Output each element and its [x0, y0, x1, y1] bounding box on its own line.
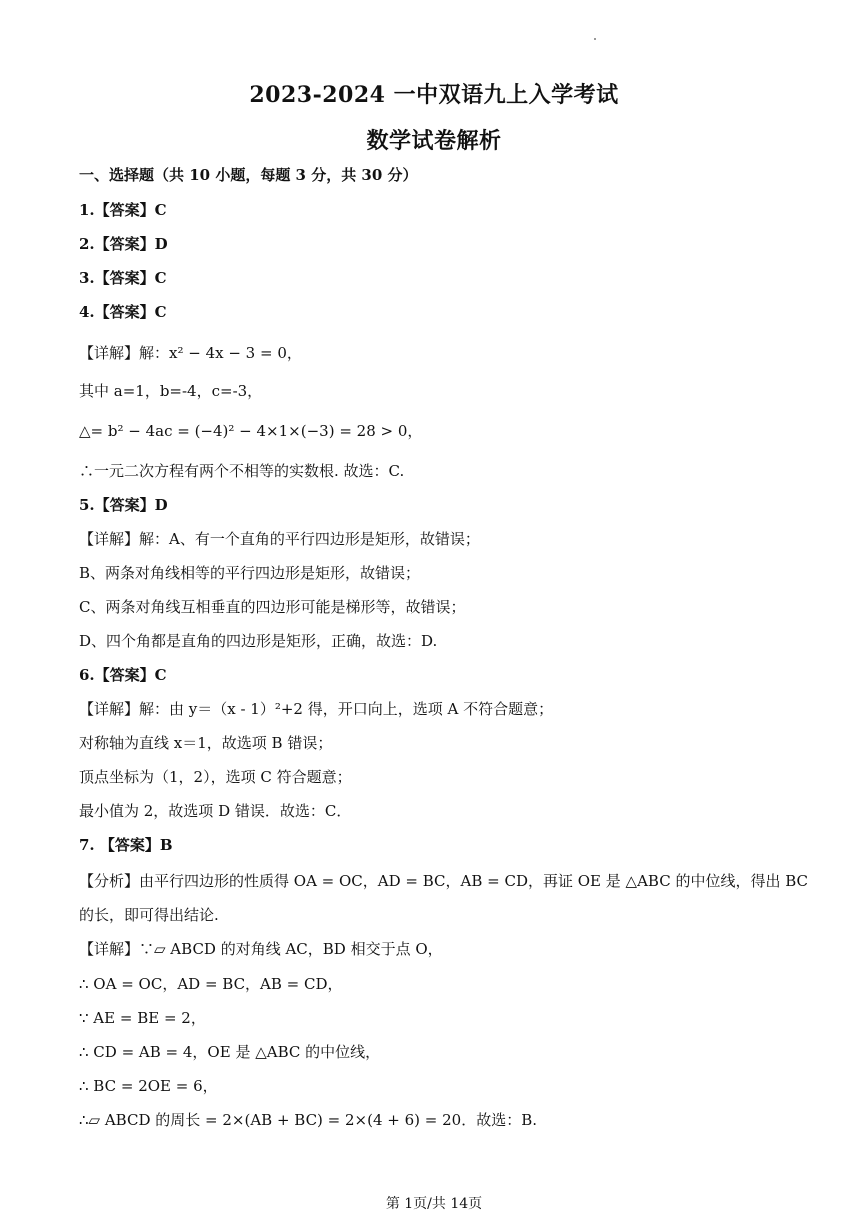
explanation-line: ∴ CD = AB = 4，OE 是 △ABC 的中位线， — [79, 1043, 381, 1061]
explanation-line: 对称轴为直线 x＝1，故选项 B 错误； — [79, 734, 333, 752]
explanation-line: C、两条对角线互相垂直的四边形可能是梯形等，故错误； — [79, 598, 466, 616]
answer-line: 2.【答案】D — [79, 235, 168, 253]
explanation-line: 【详解】∵▱ ABCD 的对角线 AC，BD 相交于点 O， — [79, 940, 443, 958]
explanation-line: ∴ BC = 2OE = 6， — [79, 1077, 218, 1095]
explanation-line: ∴ OA = OC，AD = BC，AB = CD， — [79, 975, 343, 993]
answer-line: 1.【答案】C — [79, 201, 167, 219]
explanation-line: ∵ AE = BE = 2， — [79, 1009, 206, 1027]
explanation-line: ∴▱ ABCD 的周长 = 2×(AB + BC) = 2×(4 + 6) = 20．故选：B. — [79, 1111, 538, 1129]
page-footer: 第 1页/共 14页 — [385, 1196, 483, 1212]
explanation-line: ∴一元二次方程有两个不相等的实数根. 故选：C. — [79, 462, 405, 480]
explanation-line: 顶点坐标为（1，2），选项 C 符合题意； — [79, 768, 352, 786]
explanation-line: 【分析】由平行四边形的性质得 OA = OC，AD = BC，AB = CD，再证 OE 是 △ABC 的中位线，得出 BC — [79, 872, 808, 890]
explanation-line: 【详解】解：由 y＝（x - 1）²+2 得，开口向上，选项 A 不符合题意； — [79, 700, 554, 718]
scan-dot — [594, 38, 596, 40]
answer-line: 4.【答案】C — [79, 303, 167, 321]
answer-line: 5.【答案】D — [79, 496, 168, 514]
explanation-line: 的长，即可得出结论. — [79, 906, 219, 924]
answer-line: 7. 【答案】B — [79, 836, 173, 854]
explanation-line: △= b² − 4ac = (−4)² − 4×1×(−3) = 28 > 0， — [79, 422, 423, 440]
answer-line: 6.【答案】C — [79, 666, 167, 684]
explanation-line: D、四个角都是直角的四边形是矩形，正确，故选：D. — [79, 632, 438, 650]
explanation-line: 最小值为 2，故选项 D 错误．故选：C． — [79, 802, 352, 820]
document-subtitle: 数学试卷解析 — [366, 128, 502, 154]
explanation-line: 其中 a=1，b=-4，c=-3， — [79, 382, 263, 400]
explanation-line: 【详解】解：A、有一个直角的平行四边形是矩形，故错误； — [79, 530, 480, 548]
explanation-line: B、两条对角线相等的平行四边形是矩形，故错误； — [79, 564, 421, 582]
explanation-line: 【详解】解：x² − 4x − 3 = 0， — [79, 344, 302, 362]
answer-line: 3.【答案】C — [79, 269, 167, 287]
document-title: 2023-2024 一中双语九上入学考试 — [249, 82, 619, 108]
section-heading: 一、选择题（共 10 小题，每题 3 分，共 30 分） — [79, 166, 418, 184]
